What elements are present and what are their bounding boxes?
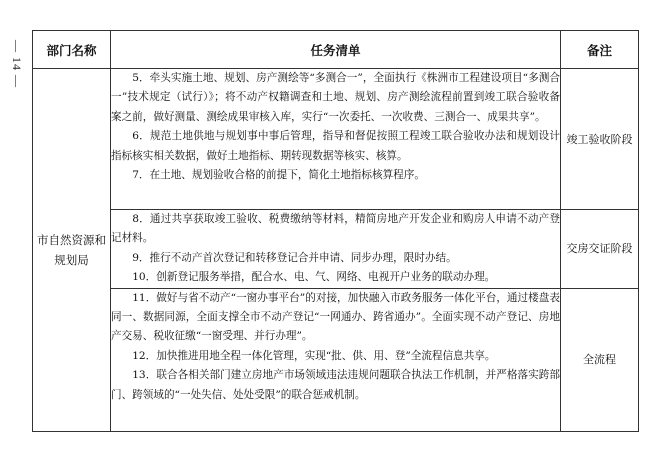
header-task-list: 任务清单 [111, 31, 561, 69]
task-item: 9．推行不动产首次登记和转移登记合并申请、同步办理，限时办结。 [132, 251, 457, 264]
task-item: 5．牵头实施土地、规划、房产测绘等“多测合一”，全面执行《株洲市工程建设项目“多测合一”技术规定（试行）》；将不动产权籍调查和土地、规划、房产测绘流程前置到竣工联合验收备案之前，做好测量、测绘成果审核入库，实行“一次委托、一次收费、三测合一、成果共享”。 [111, 72, 560, 123]
remark-cell: 交房交证阶段 [561, 210, 639, 289]
task-table [32, 30, 639, 432]
header-remarks: 备注 [561, 31, 639, 69]
table-row [33, 69, 639, 210]
task-item: 13．联合各相关部门建立房地产市场领域违法违规问题联合执法工作机制，并严格落实跨部门、跨领域的“一处失信、处处受限”的联合惩戒机制。 [111, 369, 560, 401]
table-row [33, 210, 639, 289]
table-row [33, 288, 639, 431]
task-item: 10．创新登记服务举措，配合水、电、气、网络、电视开户业务的联动办理。 [132, 271, 496, 284]
task-cell [111, 69, 561, 210]
task-cell [111, 288, 561, 431]
task-cell [111, 210, 561, 289]
task-item: 8．通过共享获取竣工验收、税费缴纳等材料，精简房地产开发企业和购房人申请不动产登记材料。 [111, 213, 560, 245]
task-item: 7．在土地、规划验收合格的前提下，简化土地指标核算程序。 [132, 169, 425, 182]
table-header-row [33, 31, 639, 69]
remark-cell: 全流程 [561, 288, 639, 431]
remark-cell: 竣工验收阶段 [561, 69, 639, 210]
header-department: 部门名称 [33, 31, 111, 69]
task-item: 12．加快推进用地全程一体化管理，实现“批、供、用、登”全流程信息共享。 [132, 349, 496, 362]
task-item: 6．规范土地供地与规划事中事后管理，指导和督促按照工程竣工联合验收办法和规划设计指标核实相关数据，做好土地指标、期转现数据等核实、核算。 [111, 130, 560, 162]
department-cell: 市自然资源和规划局 [33, 69, 111, 432]
page-number: — 14 — [10, 40, 24, 88]
task-item: 11．做好与省不动产“一窗办事平台”的对接，加快融入市政务服务一体化平台，通过楼盘表同一、数据同源，全面支撑全市不动产登记“一网通办、跨省通办”。全面实现不动产登记、房地产交易、税收征缴“一窗受理、并行办理”。 [111, 291, 560, 343]
